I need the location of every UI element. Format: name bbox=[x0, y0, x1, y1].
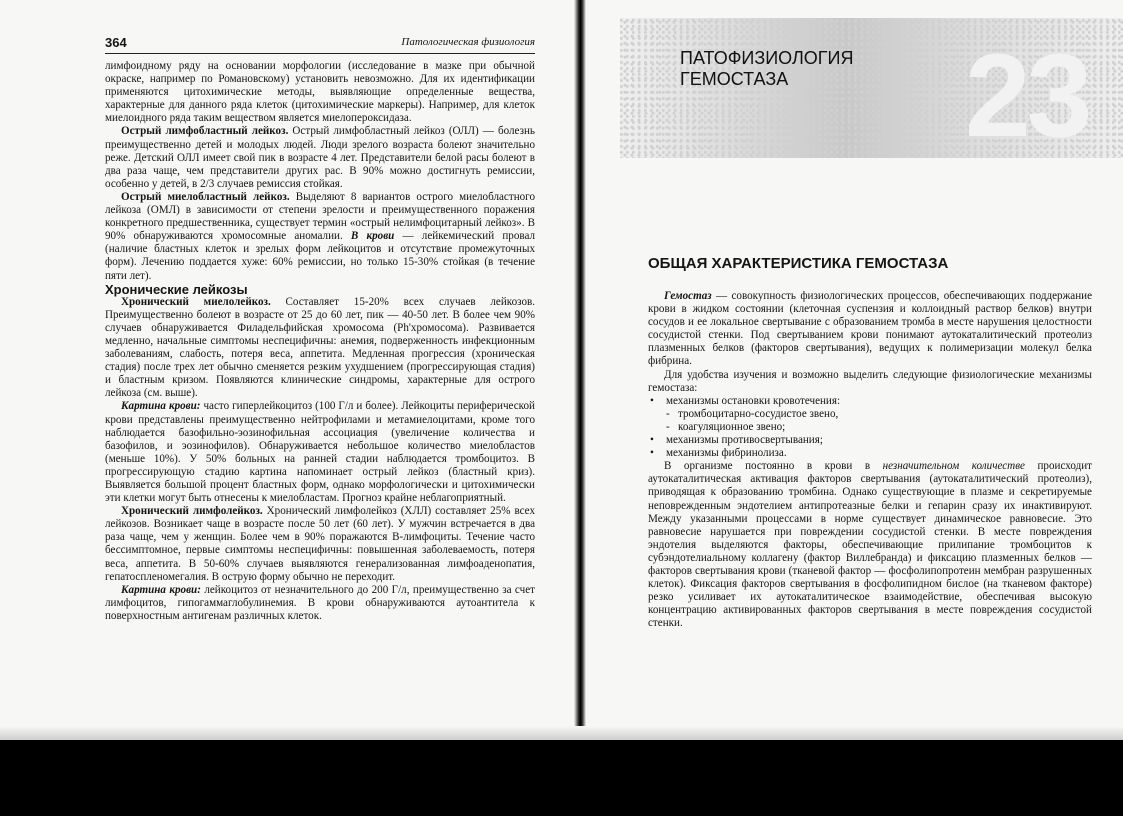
section-heading: ОБЩАЯ ХАРАКТЕРИСТИКА ГЕМОСТАЗА bbox=[648, 255, 949, 272]
term: Острый миелобластный лейкоз. bbox=[121, 190, 290, 203]
section-heading: Хронические лейкозы bbox=[105, 281, 248, 297]
paragraph: Для удобства изучения и возможно выделить следующие физиологические механизмы гемостаза: bbox=[648, 368, 1092, 394]
list-item: • механизмы противосвертывания; bbox=[648, 434, 1092, 447]
term: Острый лимфобластный лейкоз. bbox=[121, 125, 289, 138]
list-item: • механизмы фибринолиза. bbox=[648, 447, 1092, 460]
list-subitem: - коагуляционное звено; bbox=[648, 421, 1092, 434]
chapter-number: 23 bbox=[965, 30, 1089, 162]
emphasis: В крови bbox=[350, 230, 395, 243]
page-number: 364 bbox=[105, 35, 127, 50]
list-subitem: - тромбоцитарно-сосудистое звено, bbox=[648, 408, 1092, 421]
left-text-block bbox=[105, 60, 535, 623]
list-item: • механизмы остановки кровотечения: bbox=[648, 395, 1092, 408]
paragraph: Картина крови: лейкоцитоз от незначительного до 200 Г/л, преимущественно за счет лимфоцитов, гипогаммаглобулинемия. В крови обнаруживаются аутоантитела к поверхностным антигенам различных клеток. bbox=[105, 583, 535, 622]
mechanism-list bbox=[648, 395, 1092, 460]
paragraph: В организме постоянно в крови в незначительном количестве происходит аутокаталитическая активация факторов свертывания (аутокаталитический протеолиз), приводящая к образованию тромбина. Однако существующие в плазме и секретируемые неповрежденным эндотелием антипротеазные белки и гепарин сразу их инактивируют. Между указанными процессами в норме существует динамическое равновесие. Это равновесие нарушается при повреждении сосудистой стенки. В месте повреждения эндотелия выделяются факторы, обеспечивающие прилипание тромбоцитов к субэндотелиальному коллагену (фактор Виллебранда) и фиксацию плазменных белков — факторов свертывания крови (тканевой фактор — фосфолипопротеин мембран разрушенных клеток). Фиксация факторов свертывания в фосфолипидном бислое (на тканевом факторе) резко усиливает их аутокаталитическое взаимодействие, обеспечивая высокую концентрацию активированных факторов свертывания в месте повреждения сосудистой стенки. bbox=[648, 460, 1093, 630]
running-title: Патологическая физиология bbox=[401, 36, 535, 48]
term: Картина крови: bbox=[121, 400, 201, 413]
paragraph: Хронический лимфолейкоз. Хронический лимфолейкоз (ХЛЛ) составляет 25% всех лейкозов. Возникает чаще в возрасте после 50 лет (60 лет). У мужчин встречается в два раза чаще, чем у женщин. Более чем в 90% поражаются B-лимфоциты. Течение часто бессимптомное, первые симптомы неспецифичны: повышенная заболеваемость, потеря веса, аппетита. В 50-60% случаев выявляются генерализованная лимфоаденопатия, гепатоспленомегалия. В острую форму обычно не переходит. bbox=[105, 505, 536, 583]
paragraph: Острый лимфобластный лейкоз. Острый лимфобластный лейкоз (ОЛЛ) — болезнь преимущественно детей и молодых людей. Люди зрелого возраста болеют значительно реже. Детский ОЛЛ имеет свой пик в возрасте 4 лет. Представители белой расы болеют в два раза чаще, чем представители других рас. В 90% можно достигнуть ремиссии, особенно у детей, в 2/3 случаев ремиссия стойкая. bbox=[105, 125, 535, 190]
term: Гемостаз bbox=[664, 290, 712, 302]
term: Хронический лимфолейкоз. bbox=[121, 505, 263, 518]
paragraph: Гемостаз — совокупность физиологических процессов, обеспечивающих поддержание крови в жидком состоянии (клеточная суспензия и коллоидный раствор белков) внутри сосудов и ее локальное свертывание с образованием тромба в месте нарушения целостности сосудистой стенки. Под свертыванием крови понимают аутокаталитический протеолиз плазменных белков (факторов свертывания), ведущих к полимеризации молекул белка фибрина. bbox=[648, 290, 1092, 368]
paragraph: Хронический миелолейкоз. Составляет 15-20% всех случаев лейкозов. Преимущественно болеют в возрасте от 25 до 60 лет, пик — 40-50 лет. В более чем 90% случаев обнаруживается Филадельфийская хромосома (Ph'хромосома). Развивается медленно, начальные симптомы неспецифичны: анемия, подверженность инфекционным заболеваниям, слабость, потеря веса, аппетита. Медленная прогрессия (хроническая стадия) после трех лет обычно сменяется резким ухудшением (прогрессирующая стадия) и бластным кризом. Появляются клинические синдромы, характерные для острого лейкоза (см. выше). bbox=[105, 295, 535, 400]
term: Хронический миелолейкоз. bbox=[121, 295, 271, 308]
running-header bbox=[105, 35, 535, 54]
paragraph: лимфоидному ряду на основании морфологии (исследование в мазке при обычной окраске, например по Романовскому) установить невозможно. Для их идентификации применяются цитохимические методы, выявляющие определенные вещества, характерные для данного ряда клеток (цитохимические маркеры). Например, для клеток миелоидного ряда таким веществом является миелопероксидаза. bbox=[105, 60, 535, 125]
paragraph: Картина крови: часто гиперлейкоцитоз (100 Г/л и более). Лейкоциты периферической крови представлены преимущественно нейтрофилами и метамиелоцитами, кроме того наблюдается базофильно-эозинофильная ассоциация (увеличение количества и базофилов, и эозинофилов). Обнаруживается небольшое количество миелобластов (меньше 10%). У 50% больных на ранней стадии наблюдается тромбоцитоз. В прогрессирующую стадию картина напоминает острый лейкоз (бластный криз). Выявляется большой процент бластных форм, однако морфологически и цитохимически эти клетки могут быть отнесены к миелобластам. Прогноз крайне неблагоприятный. bbox=[105, 400, 535, 505]
page-bottom-edge bbox=[0, 726, 1123, 740]
right-text-block bbox=[648, 290, 1092, 630]
paragraph: Острый миелобластный лейкоз. Выделяют 8 вариантов острого миелобластного лейкоза (ОМЛ) в зависимости от степени зрелости и преимущественного поражения конкретного предшественника, существует термин «острый нелимфоцитарный лейкоз». В 90% обнаруживаются хромосомные аномалии. В крови — лейкемический провал (наличие бластных клеток и зрелых форм лейкоцитов и отсутствие промежуточных форм). Лечению поддается хуже: 60% ремиссии, но только 15-30% стойкая (в течение пяти лет). bbox=[105, 190, 536, 282]
term: Картина крови: bbox=[121, 583, 201, 596]
left-page bbox=[0, 0, 574, 740]
emphasis: незначительном количестве bbox=[882, 460, 1025, 473]
chapter-title: ПАТОФИЗИОЛОГИЯ ГЕМОСТАЗА bbox=[680, 48, 854, 89]
book-spine bbox=[574, 0, 586, 740]
chapter-banner bbox=[620, 18, 1123, 162]
right-page bbox=[586, 0, 1123, 740]
